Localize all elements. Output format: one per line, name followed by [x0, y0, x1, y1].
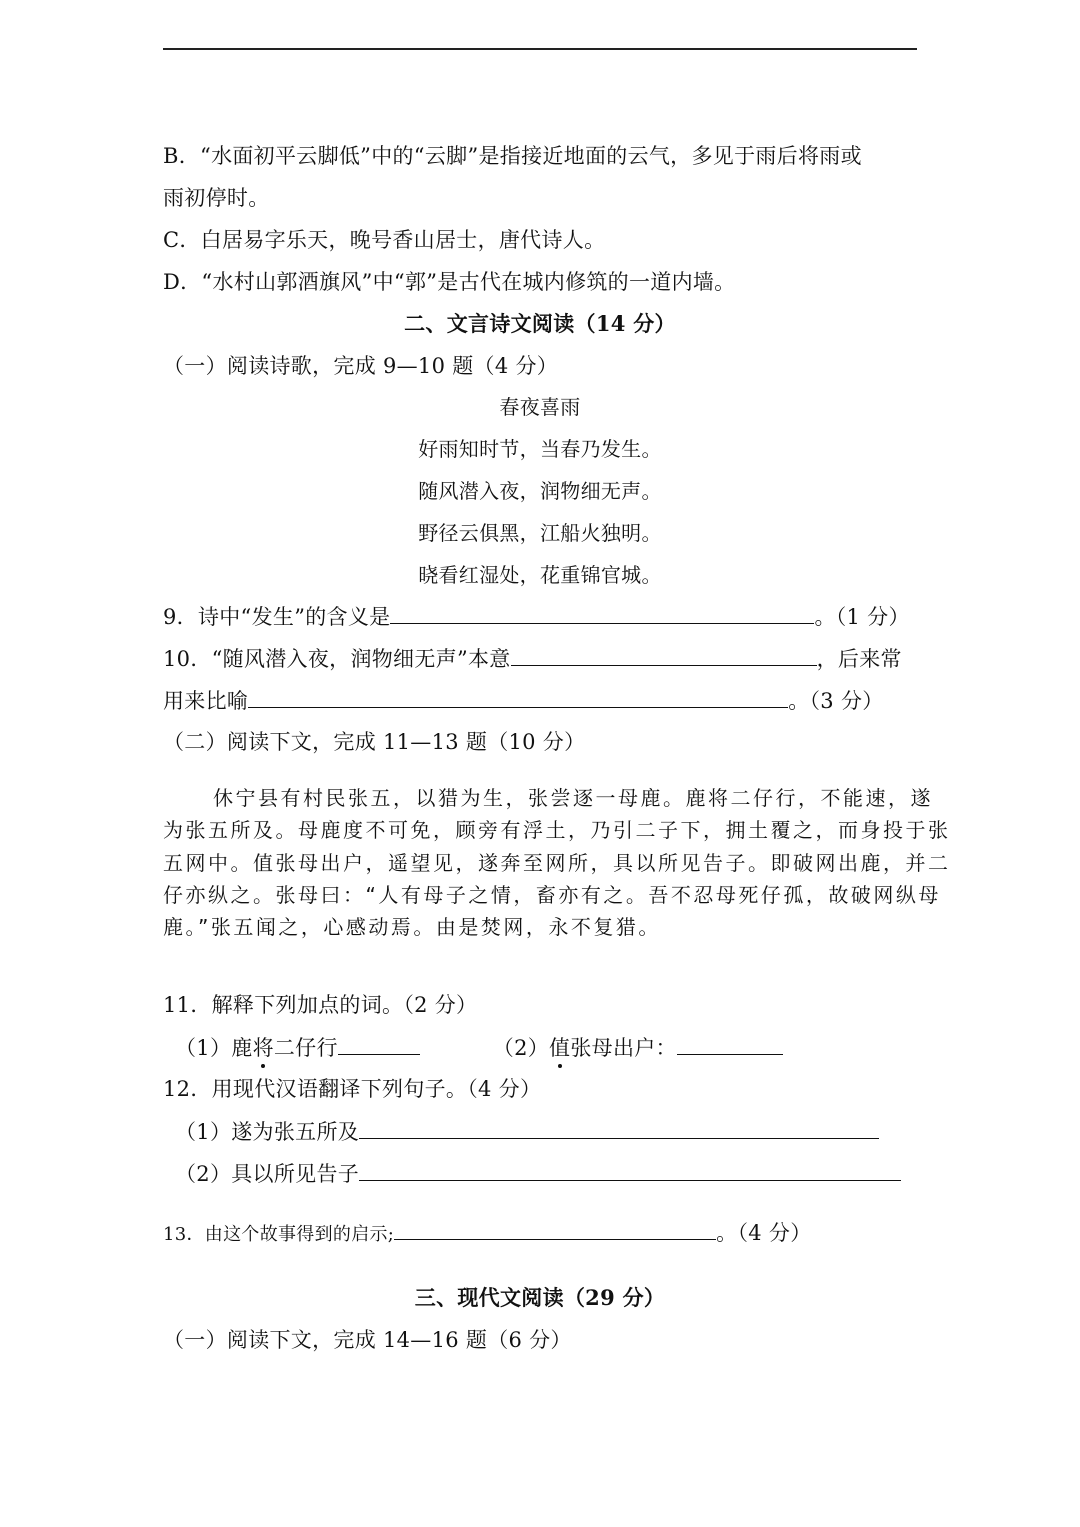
q11-item1-rest: 二仔行 [273, 1036, 338, 1060]
part2-intro: （二）阅读下文，完成 11—13 题（10 分） [163, 730, 586, 754]
answer-blank-11-2[interactable] [677, 1032, 783, 1055]
passage-line-5: 鹿。”张五闻之，心感动焉。由是焚网，永不复猎。 [163, 915, 661, 939]
section2-title: 二、文言诗文阅读（14 分） [404, 311, 676, 336]
answer-blank-13[interactable] [394, 1221, 716, 1240]
q11-dotted-word-2: 值 [549, 1033, 570, 1063]
answer-blank-10b[interactable] [248, 685, 788, 708]
question-10-line2-text: 用来比喻 [163, 689, 249, 713]
q12-item2-text: （2）具以所见告子 [175, 1162, 360, 1186]
option-d: D．“水村山郭酒旗风”中“郭”是古代在城内修筑的一道内墙。 [163, 270, 736, 294]
question-10-mid: ，后来常 [816, 647, 902, 671]
question-12-item1 [175, 1116, 879, 1147]
question-13 [163, 1218, 812, 1250]
section3-part1-intro: （一）阅读下文，完成 14—16 题（6 分） [163, 1328, 572, 1352]
q11-item2-prefix: （2） [492, 1036, 550, 1060]
question-10-text: 10．“随风潜入夜，润物细无声”本意 [163, 647, 511, 671]
q12-item1-text: （1）遂为张五所及 [175, 1120, 360, 1144]
question-13-text: 13．由这个故事得到的启示; [163, 1224, 395, 1245]
question-12-item2 [175, 1158, 901, 1189]
question-9 [163, 601, 910, 632]
answer-blank-12-1[interactable] [359, 1116, 879, 1139]
poem-line-3: 野径云俱黑，江船火独明。 [418, 521, 662, 545]
question-9-suffix: 。（1 分） [814, 605, 910, 629]
poem-title: 春夜喜雨 [499, 395, 581, 419]
question-12: 12．用现代汉语翻译下列句子。（4 分） [163, 1077, 542, 1101]
part1-intro: （一）阅读诗歌，完成 9—10 题（4 分） [163, 354, 559, 378]
question-10-suffix: 。（3 分） [788, 689, 884, 713]
passage-line-1: 休宁县有村民张五，以猎为生，张尝逐一母鹿。鹿将二仔行，不能速，遂 [213, 786, 933, 810]
question-10 [163, 643, 902, 674]
poem-line-2: 随风潜入夜，润物细无声。 [418, 479, 662, 503]
q11-item2-rest: 张母出户： [570, 1036, 677, 1060]
passage-line-2: 为张五所及。母鹿度不可免，顾旁有浮土，乃引二子下，拥土覆之，而身投于张 [163, 818, 951, 842]
q11-item1-prefix: （1）鹿 [175, 1036, 253, 1060]
answer-blank-12-2[interactable] [359, 1158, 901, 1181]
question-11: 11．解释下列加点的词。（2 分） [163, 993, 478, 1017]
question-9-text: 9．诗中“发生”的含义是 [163, 605, 391, 629]
answer-blank-9[interactable] [390, 601, 814, 624]
header-rule [163, 48, 917, 50]
question-13-suffix: 。（4 分） [716, 1221, 812, 1245]
q11-dotted-word-1: 将 [253, 1033, 274, 1063]
poem-line-1: 好雨知时节，当春乃发生。 [418, 437, 662, 461]
answer-blank-11-1[interactable] [338, 1032, 420, 1055]
option-c: C．白居易字乐天，晚号香山居士，唐代诗人。 [163, 228, 606, 252]
section3-title: 三、现代文阅读（29 分） [414, 1285, 666, 1310]
option-b-line1: B．“水面初平云脚低”中的“云脚”是指接近地面的云气，多见于雨后将雨或 [163, 144, 862, 168]
passage-line-3: 五网中。值张母出户，遥望见，遂奔至网所，具以所见告子。即破网出鹿，并二 [163, 851, 951, 875]
option-b-line2: 雨初停时。 [163, 186, 270, 210]
question-11-items [175, 1032, 783, 1063]
answer-blank-10a[interactable] [511, 643, 817, 666]
question-10-line2 [163, 685, 884, 716]
passage-line-4: 仔亦纵之。张母曰：“人有母子之情，畜亦有之。吾不忍母死仔孤，故破网纵母 [163, 883, 941, 907]
poem-line-4: 晓看红湿处，花重锦官城。 [418, 563, 662, 587]
